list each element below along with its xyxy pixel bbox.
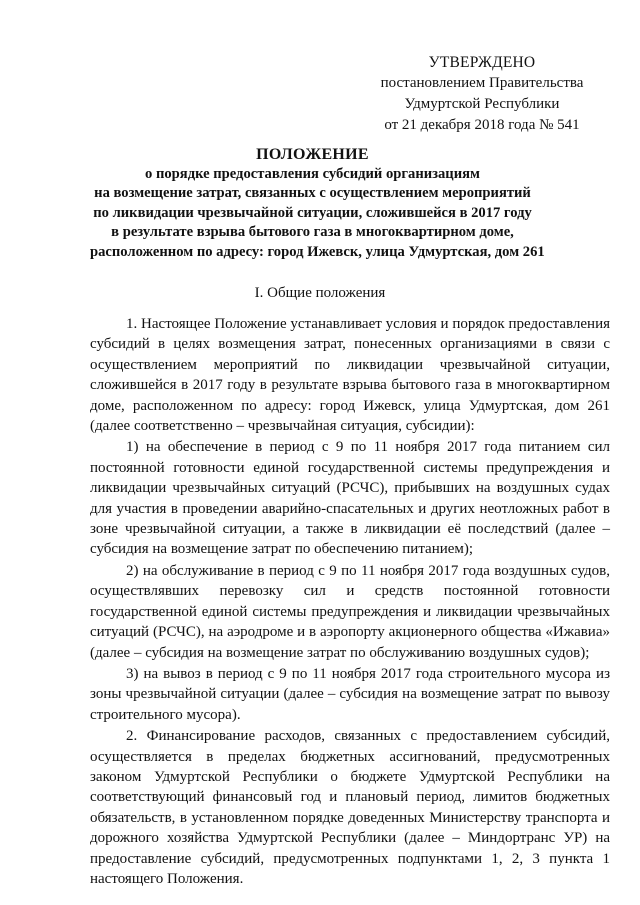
title-line: по ликвидации чрезвычайной ситуации, сложившейся в 2017 году [93, 204, 532, 221]
paragraph: 1. Настоящее Положение устанавливает условия и порядок предоставления субсидий в целях возмещения затрат, понесенных организациями в связи с осуществлением мероприятий по ликвидации чрезвычайной ситуации, сложившейся в 2017 году в результате взрыва бытового газа в многоквартирном доме, расположенном по адресу: город Ижевск, улица Удмуртская, дом 261 (далее соответственно – чрезвычайная ситуация, субсидии): [90, 316, 610, 435]
paragraph: 2) на обслуживание в период с 9 по 11 ноября 2017 года воздушных судов, осуществлявших перевозку сил и средств постоянной готовности государственной единой системы предупреждения и ликвидации чрезвычайных ситуаций (РСЧС), на аэродроме и в аэропорту акционерного общества «Ижавиа» (далее – субсидия на возмещение затрат по обслуживанию воздушных судов); [90, 562, 610, 661]
document-body [90, 314, 610, 890]
approval-date: от 21 декабря 2018 года № 541 [384, 117, 580, 133]
approval-heading: УТВЕРЖДЕНО [428, 54, 536, 71]
document-title [90, 145, 545, 263]
paragraph: 2. Финансирование расходов, связанных с предоставлением субсидий, осуществляется в пределах бюджетных ассигнований, предусмотренных законом Удмуртской Республики о бюджете Удмуртской Республики на соответствующий финансовый год и плановый период, лимитов бюджетных обязательств, в установленном порядке доведенных Министерству транспорта и дорожного хозяйства Удмуртской Республики (далее – Миндортранс УР) на предоставление субсидий, предусмотренных подпунктами 1, 2, 3 пункта 1 настоящего Положения. [90, 728, 610, 887]
title-line: в результате взрыва бытового газа в многоквартирном доме, [111, 224, 514, 241]
title-line: о порядке предоставления субсидий организациям [145, 165, 480, 182]
document-heading: ПОЛОЖЕНИЕ [256, 146, 369, 163]
section-heading: I. Общие положения [254, 285, 386, 301]
approval-authority: постановлением Правительства [380, 75, 584, 91]
title-line: на возмещение затрат, связанных с осуществлением мероприятий [94, 185, 531, 202]
approval-stamp [372, 52, 592, 136]
approval-region: Удмуртской Республики [404, 96, 560, 112]
paragraph: 1) на обеспечение в период с 9 по 11 ноября 2017 года питанием сил постоянной готовности единой государственной системы предупреждения и ликвидации чрезвычайных ситуаций (РСЧС), прибывших на воздушных судах для участия в проведении аварийно-спасательных и других неотложных работ в зоне чрезвычайной ситуации, а также в ликвидации её последствий (далее – субсидия на возмещение затрат по обеспечению питанием); [90, 439, 610, 558]
title-line: расположенном по адресу: город Ижевск, улица Удмуртская, дом 261 [90, 243, 545, 260]
paragraph: 3) на вывоз в период с 9 по 11 ноября 2017 года строительного мусора из зоны чрезвычайной ситуации (далее – субсидия на возмещение затрат по вывозу строительного мусора). [90, 665, 610, 723]
